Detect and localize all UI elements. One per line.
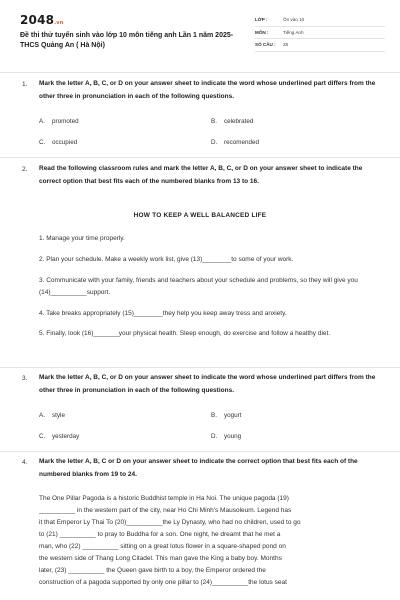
divider — [0, 72, 400, 73]
meta-key: MÔN : — [255, 29, 269, 35]
meta-key: SỐ CÂU : — [255, 42, 276, 48]
option-d[interactable] — [211, 139, 259, 146]
passage-paragraph: 2. Plan your schedule. Make a weekly work list, give (13)________to some of your work. — [39, 256, 294, 263]
option-letter: C. — [39, 433, 46, 440]
option-text: style — [52, 412, 65, 419]
option-a[interactable] — [39, 412, 65, 419]
option-letter: A. — [39, 412, 45, 419]
passage-paragraph: 1. Manage your time properly. — [39, 235, 125, 242]
option-letter: A. — [39, 118, 45, 125]
passage-paragraph: 4. Take breaks appropriately (15)________they help you keep away tress and anxiety. — [39, 310, 287, 317]
option-a[interactable] — [39, 118, 79, 125]
meta-key: LỚP : — [255, 17, 268, 23]
option-c[interactable] — [39, 433, 79, 440]
meta-value: Ôn vào 10 — [283, 17, 305, 23]
question-prompt: Read the following classroom rules and mark the letter A, B, C, or D on your answer sheet to indicate the correct option that best fits each of the numbered blanks from 13 to 16. — [39, 165, 363, 185]
option-letter: C. — [39, 139, 46, 146]
brand-name: 2048 — [20, 13, 55, 27]
option-letter: D. — [211, 139, 218, 146]
option-letter: B. — [211, 412, 217, 419]
passage-line: man, who (22) __________ sitting on a great lotus flower in a square-shaped pond on — [39, 543, 286, 550]
option-b[interactable] — [211, 118, 253, 125]
option-text: promoted — [52, 118, 79, 125]
passage-line: construction of a pagoda supported by only one pillar to (24)__________the lotus seat — [39, 579, 287, 586]
question-number: 1. — [22, 81, 28, 88]
document-header — [0, 0, 400, 70]
passage-line: The One Pillar Pagoda is a historic Buddhist temple in Ha Noi. The unique pagoda (19) — [39, 495, 289, 502]
brand-logo[interactable] — [20, 13, 64, 27]
meta-value: 28 — [283, 42, 289, 48]
meta-row-count — [255, 39, 385, 52]
question-number: 2. — [22, 166, 28, 173]
option-letter: B. — [211, 118, 217, 125]
divider — [0, 157, 400, 158]
passage-title: HOW TO KEEP A WELL BALANCED LIFE — [133, 212, 267, 219]
passage-line: to (21) __________ to pray to Buddha for a son. One night, he dreamt that he met a — [39, 531, 281, 538]
passage-line: later, (23) __________ the Queen gave birth to a boy, the Emperor ordered the — [39, 567, 266, 574]
meta-row-class — [255, 14, 385, 27]
option-text: occupied — [52, 139, 78, 146]
brand-suffix: .vn — [54, 20, 64, 26]
exam-meta-table — [255, 14, 385, 52]
option-text: yogurt — [224, 412, 242, 419]
exam-title: Đề thi thử tuyển sinh vào lớp 10 môn tiếng anh Lần 1 năm 2025- THCS Quảng An ( Hà Nội) — [20, 32, 234, 49]
passage-line: the western side of Thang Long Citadel. This man gave the King a baby boy. Months — [39, 555, 282, 562]
option-c[interactable] — [39, 139, 77, 146]
option-text: celebrated — [224, 118, 254, 125]
option-text: young — [224, 433, 242, 440]
meta-value: Tiếng Anh — [283, 29, 304, 35]
question-number: 4. — [22, 459, 28, 466]
option-b[interactable] — [211, 412, 242, 419]
passage-paragraph: 3. Communicate with your family, friends and teachers about your schedule and problems, so they will give you (14)__________support. — [39, 277, 358, 296]
meta-row-subject — [255, 27, 385, 40]
question-number: 3. — [22, 375, 28, 382]
divider — [0, 367, 400, 368]
option-text: yesterday — [52, 433, 80, 440]
passage-line: it that Emperor Ly Thai To (20)__________the Ly Dynasty, who had no children, used to go — [39, 519, 301, 526]
question-prompt: Mark the letter A, B, C, or D on your answer sheet to indicate the word whose underlined part differs from the other three in pronunciation in each of the following questions. — [39, 80, 376, 100]
question-prompt: Mark the letter A, B, C, or D on your answer sheet to indicate the word whose underlined part differs from the other three in pronunciation in each of the following questions. — [39, 374, 376, 394]
passage-paragraph: 5. Finally, look (16)_______your physical health. Sleep enough, do exercise and follow a healthy diet. — [39, 330, 331, 337]
option-d[interactable] — [211, 433, 241, 440]
divider — [0, 451, 400, 452]
passage-line: __________ in the western part of the city, near Ho Chi Minh's Mausoleum. Legend has — [39, 507, 292, 514]
question-prompt: Mark the letter A, B, C or D on your answer sheet to indicate the correct option that best fits each of the numbered blanks from 19 to 24. — [39, 458, 358, 478]
option-text: recomended — [224, 139, 260, 146]
option-letter: D. — [211, 433, 218, 440]
